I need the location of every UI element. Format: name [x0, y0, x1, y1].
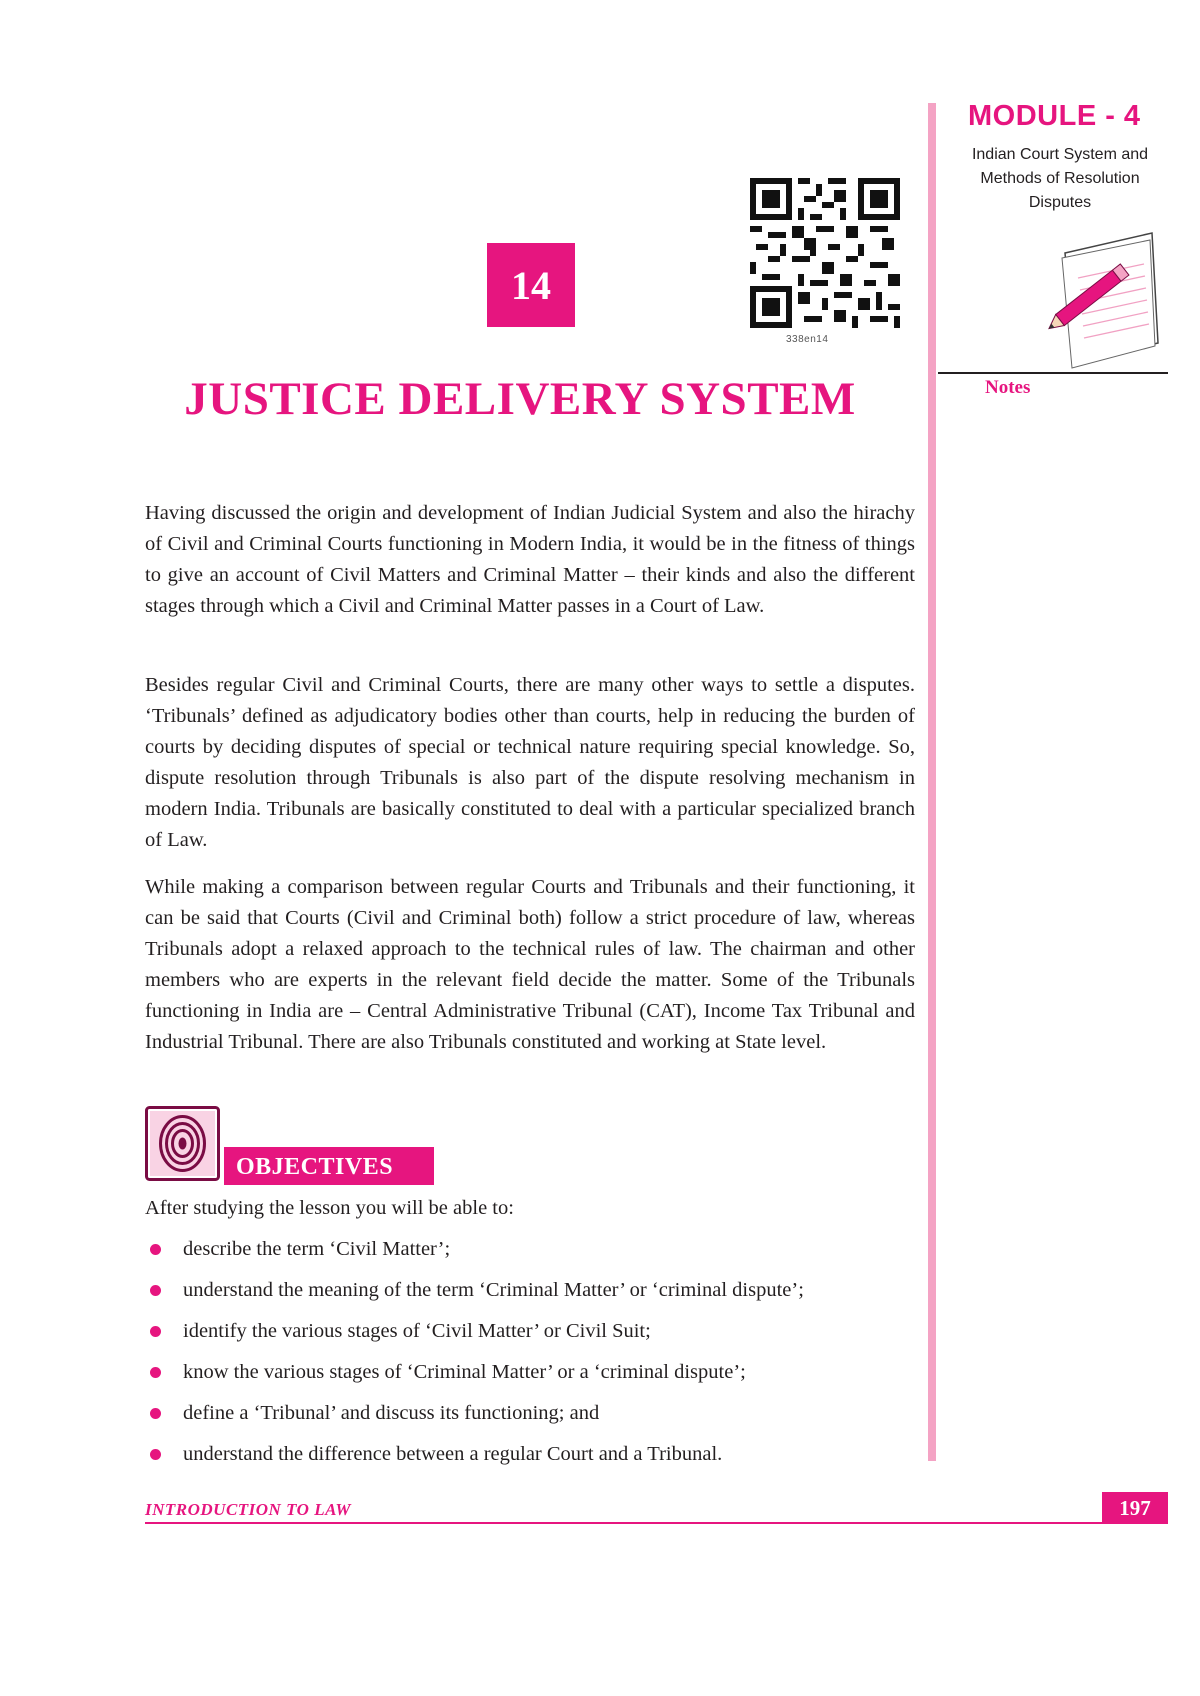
module-subtitle-line: Methods of Resolution	[980, 170, 1140, 187]
objective-text: describe the term ‘Civil Matter’;	[183, 1238, 451, 1260]
objective-text: understand the difference between a regular Court and a Tribunal.	[183, 1443, 723, 1465]
objective-text: understand the meaning of the term ‘Criminal Matter’ or ‘criminal dispute’;	[183, 1279, 804, 1301]
bullet-icon	[150, 1326, 161, 1337]
objective-text: know the various stages of ‘Criminal Matter’ or a ‘criminal dispute’;	[183, 1361, 746, 1383]
list-item	[145, 1398, 925, 1439]
bullet-icon	[150, 1285, 161, 1296]
bullet-icon	[150, 1244, 161, 1255]
module-subtitle	[940, 143, 1180, 215]
list-item	[145, 1357, 925, 1398]
list-item	[145, 1234, 925, 1275]
module-subtitle-line: Disputes	[1028, 194, 1092, 211]
target-icon	[145, 1106, 225, 1189]
objectives-list	[145, 1234, 925, 1480]
qr-code[interactable]	[750, 178, 900, 333]
list-item	[145, 1316, 925, 1357]
objective-text: identify the various stages of ‘Civil Matter’ or Civil Suit;	[183, 1320, 651, 1342]
module-title: MODULE - 4	[968, 100, 1141, 132]
intro-paragraph: Having discussed the origin and development of Indian Judicial System and also the hirachy of Civil and Criminal Courts functioning in Modern India, it would be in the fitness of things to give an account of Civil Matters and Criminal Matter – their kinds and also the different stages through which a Civil and Criminal Matter passes in a Court of Law.	[145, 502, 915, 617]
notes-label: Notes	[985, 377, 1031, 398]
module-subtitle-line: Indian Court System and	[971, 146, 1149, 163]
chapter-number: 14	[487, 243, 575, 327]
book-title: INTRODUCTION TO LAW	[145, 1500, 351, 1519]
notes-divider	[938, 372, 1168, 374]
qr-caption: 338en14	[786, 334, 829, 345]
notes-pencil-icon	[1040, 228, 1165, 383]
objective-text: define a ‘Tribunal’ and discuss its functioning; and	[183, 1402, 600, 1424]
footer-divider	[145, 1522, 1168, 1524]
tribunals-paragraph: Besides regular Civil and Criminal Courts, there are many other ways to settle a disputes. ‘Tribunals’ defined as adjudicatory bodies other than courts, help in reducing the burden of courts by deciding disputes of special or technical nature requiring special knowledge. So, dispute resolution through Tribunals is also part of the dispute resolving mechanism in modern India. Tribunals are basically constituted to deal with a particular specialized branch of Law.	[145, 674, 915, 851]
sidebar-divider	[928, 103, 936, 1461]
objectives-intro: After studying the lesson you will be able to:	[145, 1197, 514, 1219]
bullet-icon	[150, 1449, 161, 1460]
list-item	[145, 1439, 925, 1480]
bullet-icon	[150, 1408, 161, 1419]
list-item	[145, 1275, 925, 1316]
objectives-heading: OBJECTIVES	[224, 1147, 434, 1185]
bullet-icon	[150, 1367, 161, 1378]
chapter-title: JUSTICE DELIVERY SYSTEM	[184, 373, 856, 425]
page-number: 197	[1102, 1492, 1168, 1524]
comparison-paragraph: While making a comparison between regular Courts and Tribunals and their functioning, it can be said that Courts (Civil and Criminal both) follow a strict procedure of law, whereas Tribunals adopt a relaxed approach to the technical rules of law. The chairman and other members who are experts in the relevant field decide the matter. Some of the Tribunals functioning in India are – Central Administrative Tribunal (CAT), Income Tax Tribunal and Industrial Tribunal. There are also Tribunals constituted and working at State level.	[145, 876, 915, 1053]
